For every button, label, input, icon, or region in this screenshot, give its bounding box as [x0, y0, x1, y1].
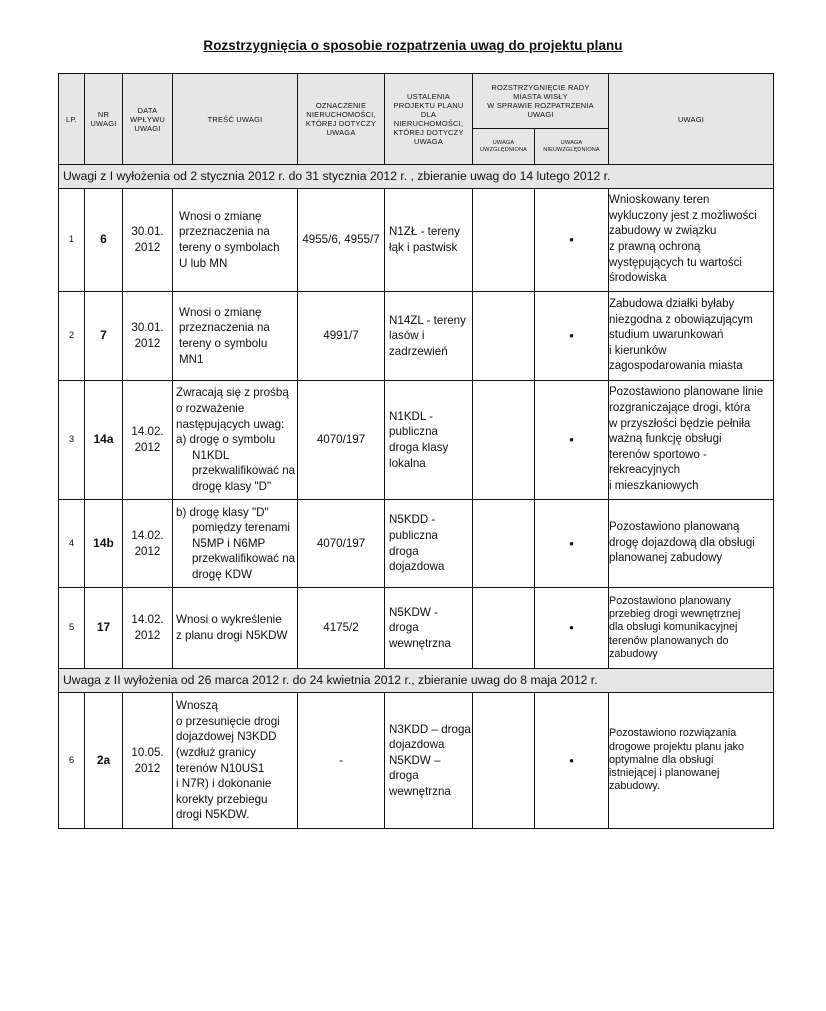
cell-ustalenia: N14ZL - tereny lasów i zadrzewień	[385, 292, 473, 381]
tresc-line: N5MP i N6MP	[192, 536, 266, 550]
cell-uwzgledniona	[473, 500, 535, 588]
cell-uwagi: Pozostawiono planowaną drogę dojazdową dla obsługi planowanej zabudowy	[609, 500, 774, 588]
cell-nieuwzgledniona: •	[535, 500, 609, 588]
document-title: Rozstrzygnięcia o sposobie rozpatrzenia uwag do projektu planu	[203, 38, 623, 53]
header-ustalenia: USTALENIA PROJEKTU PLANU DLA NIERUCHOMOŚCI, KTÓREJ DOTYCZY UWAGA	[385, 74, 473, 165]
header-nr-uwagi: NR UWAGI	[85, 74, 123, 165]
cell-nr: 17	[85, 588, 123, 669]
cell-lp: 5	[59, 588, 85, 669]
cell-tresc: Wnoszą o przesunięcie drogi dojazdowej N3KDD (wzdłuż granicy terenów N10US1 i N7R) i dokonanie korekty przebiegu drogi N5KDW.	[173, 693, 298, 829]
cell-uwzgledniona	[473, 588, 535, 669]
table-row	[59, 189, 774, 292]
cell-nieuwzgledniona: •	[535, 189, 609, 292]
cell-nr: 6	[85, 189, 123, 292]
tresc-line: N1KDL	[192, 448, 230, 462]
section-first-exposition: Uwagi z I wyłożenia od 2 stycznia 2012 r. do 31 stycznia 2012 r. , zbieranie uwag do 14 lutego 2012 r.	[59, 165, 774, 189]
cell-uwagi: Wnioskowany teren wykluczony jest z możliwości zabudowy w związku z prawną ochroną występujących tu wartości środowiska	[609, 189, 774, 292]
cell-tresc	[173, 500, 298, 588]
cell-nr: 14b	[85, 500, 123, 588]
tresc-line: b) drogę klasy "D"	[176, 505, 269, 519]
tresc-line: następujących uwag:	[176, 417, 285, 431]
tresc-line: przekwalifikować na	[192, 464, 296, 478]
cell-data: 30.01. 2012	[123, 292, 173, 381]
cell-data: 14.02. 2012	[123, 381, 173, 500]
cell-ustalenia: N1ZŁ - tereny łąk i pastwisk	[385, 189, 473, 292]
cell-oznaczenie: 4991/7	[298, 292, 385, 381]
cell-tresc: Wnosi o zmianę przeznaczenia na tereny o symbolach U lub MN	[173, 189, 298, 292]
cell-uwzgledniona	[473, 381, 535, 500]
remarks-table	[58, 73, 774, 829]
cell-lp: 3	[59, 381, 85, 500]
cell-oznaczenie: -	[298, 693, 385, 829]
cell-nr: 2a	[85, 693, 123, 829]
section-second-exposition: Uwaga z II wyłożenia od 26 marca 2012 r. do 24 kwietnia 2012 r., zbieranie uwag do 8 maja 2012 r.	[59, 669, 774, 693]
table-row	[59, 588, 774, 669]
cell-data: 30.01. 2012	[123, 189, 173, 292]
header-data-wplywu: DATA WPŁYWU UWAGI	[123, 74, 173, 165]
header-oznaczenie: OZNACZENIE NIERUCHOMOŚCI, KTÓREJ DOTYCZY UWAGA	[298, 74, 385, 165]
tresc-line: drogę KDW	[192, 567, 252, 581]
tresc-line: a) drogę o symbolu	[176, 433, 276, 447]
cell-uwagi: Pozostawiono planowane linie rozgraniczające drogi, która w przyszłości będzie pełniła ważną funkcję obsługi terenów sportowo - rekreacyjnych i mieszkaniowych	[609, 381, 774, 500]
cell-uwzgledniona	[473, 189, 535, 292]
header-tresc-uwagi: TREŚĆ UWAGI	[173, 74, 298, 165]
table-row	[59, 292, 774, 381]
header-lp: LP.	[59, 74, 85, 165]
header-rozstrzygniecie: ROZSTRZYGNIĘCIE RADY MIASTA WISŁY W SPRAWIE ROZPATRZENIA UWAGI	[473, 74, 609, 129]
cell-data: 14.02. 2012	[123, 588, 173, 669]
cell-tresc: Wnosi o zmianę przeznaczenia na tereny o symbolu MN1	[173, 292, 298, 381]
cell-nieuwzgledniona: •	[535, 588, 609, 669]
tresc-line: przekwalifikować na	[192, 552, 296, 566]
cell-lp: 1	[59, 189, 85, 292]
cell-uwagi: Pozostawiono planowany przebieg drogi wewnętrznej dla obsługi komunikacyjnej terenów planowanych do zabudowy	[609, 588, 774, 669]
tresc-line: Zwracają się z prośbą	[176, 386, 289, 400]
table-row	[59, 693, 774, 829]
cell-oznaczenie: 4175/2	[298, 588, 385, 669]
tresc-line: drogę klasy "D"	[192, 479, 272, 493]
cell-uwagi: Zabudowa działki byłaby niezgodna z obowiązującym studium uwarunkowań i kierunków zagospodarowania miasta	[609, 292, 774, 381]
cell-nr: 14a	[85, 381, 123, 500]
header-uwzgledniona: UWAGA UWZGLĘDNIONA	[473, 129, 535, 165]
cell-ustalenia: N3KDD – droga dojazdowa N5KDW – droga wewnętrzna	[385, 693, 473, 829]
cell-data: 10.05. 2012	[123, 693, 173, 829]
cell-uwzgledniona	[473, 292, 535, 381]
cell-oznaczenie: 4070/197	[298, 381, 385, 500]
table-row	[59, 500, 774, 588]
cell-uwzgledniona	[473, 693, 535, 829]
cell-ustalenia: N5KDW - droga wewnętrzna	[385, 588, 473, 669]
cell-lp: 4	[59, 500, 85, 588]
cell-data: 14.02. 2012	[123, 500, 173, 588]
cell-oznaczenie: 4955/6, 4955/7	[298, 189, 385, 292]
tresc-line: pomiędzy terenami	[192, 521, 290, 535]
cell-nieuwzgledniona: •	[535, 292, 609, 381]
header-nieuwzgledniona: UWAGA NIEUWZGLĘDNIONA	[535, 129, 609, 165]
tresc-line: o rozważenie	[176, 402, 245, 416]
cell-nieuwzgledniona: •	[535, 381, 609, 500]
cell-uwagi: Pozostawiono rozwiązania drogowe projektu planu jako optymalne dla obsługi istniejącej i planowanej zabudowy.	[609, 693, 774, 829]
cell-tresc	[173, 381, 298, 500]
header-uwagi: UWAGI	[609, 74, 774, 165]
cell-lp: 6	[59, 693, 85, 829]
cell-ustalenia: N1KDL - publiczna droga klasy lokalna	[385, 381, 473, 500]
cell-nr: 7	[85, 292, 123, 381]
cell-ustalenia: N5KDD - publiczna droga dojazdowa	[385, 500, 473, 588]
cell-oznaczenie: 4070/197	[298, 500, 385, 588]
cell-lp: 2	[59, 292, 85, 381]
cell-nieuwzgledniona: •	[535, 693, 609, 829]
cell-tresc: Wnosi o wykreślenie z planu drogi N5KDW	[173, 588, 298, 669]
table-row	[59, 381, 774, 500]
